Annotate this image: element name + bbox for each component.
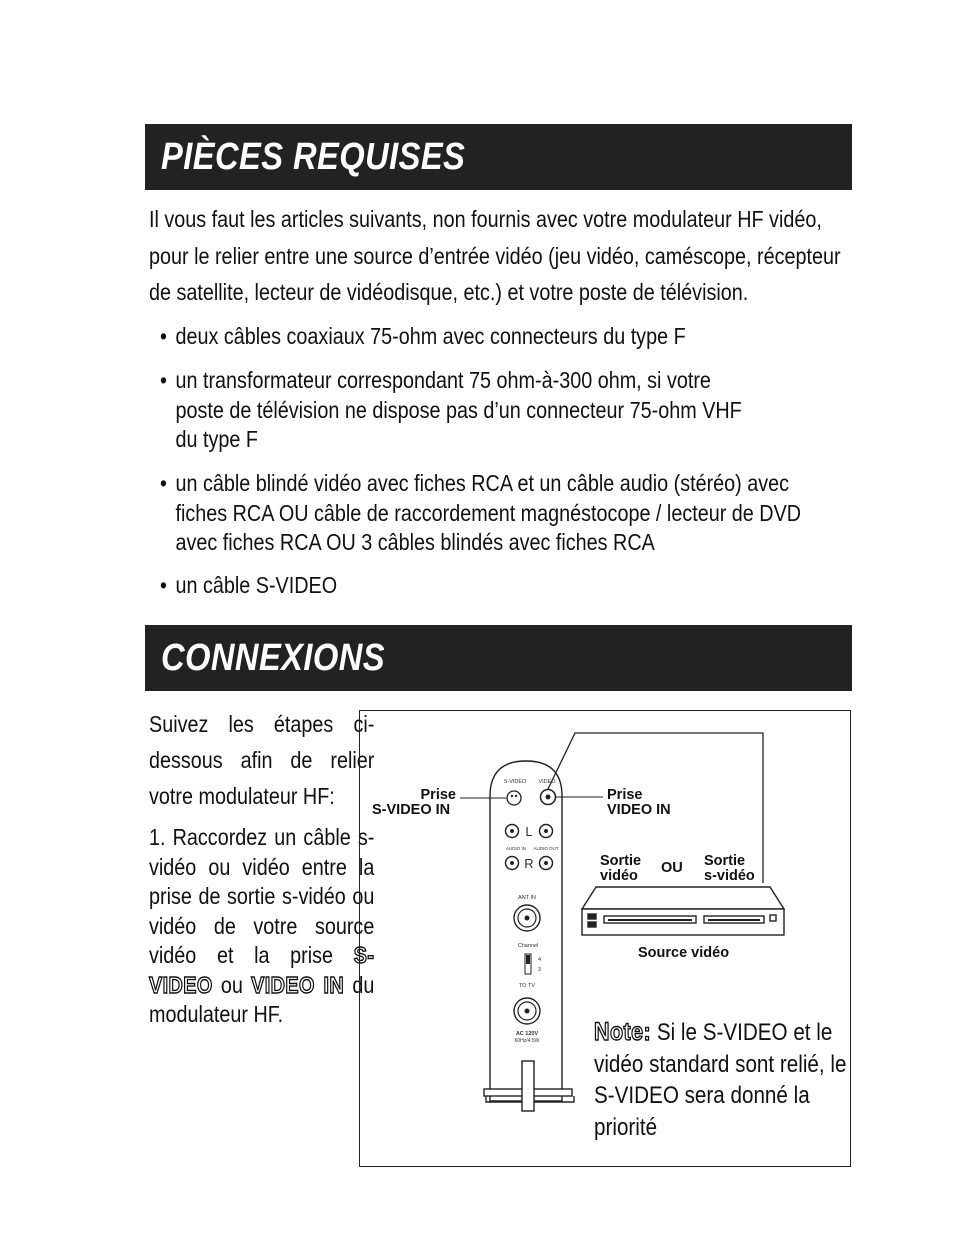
device-audio-in-label: AUDIO IN xyxy=(505,846,527,851)
step-1-after: du modulateur HF. xyxy=(149,971,375,1027)
steps-intro-text: Suivez les étapes ci-dessous afin de relier votre modulateur HF: xyxy=(149,711,375,809)
intro-line: Il vous faut les articles suivants, non fournis avec votre modulateur HF vidéo, xyxy=(149,206,822,232)
device-ch4-label: 4 xyxy=(538,957,542,963)
intro-paragraph xyxy=(149,201,852,311)
device-audio-out-label: AUDIO OUT xyxy=(533,846,559,851)
bullet-symbol: • xyxy=(160,572,167,598)
sortie-svideo-name: s-vidéo xyxy=(704,868,755,884)
section-title-parts: PIÈCES REQUISES xyxy=(161,136,466,178)
bullet-symbol: • xyxy=(160,470,167,496)
intro-line: de satellite, lecteur de vidéodisque, etc.) et votre poste de télévision. xyxy=(149,279,749,305)
prise-left-name: S-VIDEO IN xyxy=(372,802,451,818)
prise-right-word: Prise xyxy=(607,787,643,803)
device-ch3-label: 3 xyxy=(538,967,542,973)
section-banner-parts xyxy=(145,124,852,190)
modulator-device xyxy=(484,761,574,1111)
svideo-jack xyxy=(507,791,521,805)
device-ant-in-label: ANT IN xyxy=(518,895,536,901)
list-item-line: deux câbles coaxiaux 75-ohm avec connecteurs du type F xyxy=(175,323,686,349)
step-1-before: 1. Raccordez un câble s-vidéo ou vidéo entre la prise de sortie s-vidéo ou vidéo de votre source vidéo et la prise xyxy=(149,824,375,968)
list-item-line: poste de télévision ne dispose pas d’un connecteur 75-ohm VHF xyxy=(175,396,742,423)
list-item-line: un transformateur correspondant 75 ohm-à-300 ohm, si votre xyxy=(175,367,711,393)
prise-video-in-label xyxy=(607,788,671,818)
list-item xyxy=(160,571,848,601)
sortie-video-word: Sortie xyxy=(600,853,642,869)
note xyxy=(594,1017,852,1143)
list-item xyxy=(160,469,848,558)
list-item xyxy=(160,366,848,455)
sortie-svideo-word: Sortie xyxy=(704,853,746,869)
list-item-line: fiches RCA OU câble de raccordement magnéstocope / lecteur de DVD xyxy=(175,499,802,526)
device-channel-label: Channel xyxy=(517,943,539,949)
device-power-label: 60Hz/4.5W xyxy=(514,1038,540,1044)
video-in-label: VIDEO IN xyxy=(251,971,345,998)
steps-intro xyxy=(149,706,374,814)
device-svideo-label: S-VIDEO xyxy=(503,779,527,785)
bullet-symbol: • xyxy=(160,323,167,349)
note-label: Note: xyxy=(594,1018,652,1046)
prise-right-name: VIDEO IN xyxy=(607,802,671,818)
section-banner-connections xyxy=(145,625,852,691)
list-item-line: un câble S-VIDEO xyxy=(175,572,338,598)
section-title-connections: CONNEXIONS xyxy=(161,637,386,679)
list-item-line: du type F xyxy=(175,426,258,452)
step-1 xyxy=(149,823,374,1030)
prise-left-word: Prise xyxy=(420,787,456,803)
sortie-video-name: vidéo xyxy=(600,868,638,884)
video-source-device xyxy=(582,887,784,935)
list-item xyxy=(160,322,848,352)
device-video-label: VIDEO xyxy=(538,779,556,785)
sortie-svideo-label xyxy=(704,854,755,884)
device-l-label: L xyxy=(525,824,533,839)
bullet-symbol: • xyxy=(160,367,167,393)
video-source-label: Source vidéo xyxy=(638,945,730,961)
intro-line: pour le relier entre une source d’entrée vidéo (jeu vidéo, caméscope, récepteur xyxy=(149,242,841,269)
list-item-line: avec fiches RCA OU 3 câbles blindés avec fiches RCA xyxy=(175,529,655,555)
device-to-tv-label: TO TV xyxy=(519,983,535,989)
step-1-or: ou xyxy=(220,971,243,998)
prise-svideo-in-label xyxy=(372,787,456,818)
sortie-video-label xyxy=(600,854,641,884)
step-1-text xyxy=(149,823,374,1030)
device-r-label: R xyxy=(524,856,534,871)
list-item-line: un câble blindé vidéo avec fiches RCA et un câble audio (stéréo) avec xyxy=(175,470,790,496)
device-ac-label: AC 120V xyxy=(515,1031,539,1037)
or-label: OU xyxy=(661,860,683,876)
note-text: Si le S-VIDEO et le vidéo standard sont relié, le S-VIDEO sera donné la priorité xyxy=(594,1019,847,1141)
svideo-label: S-VIDEO xyxy=(149,942,375,998)
